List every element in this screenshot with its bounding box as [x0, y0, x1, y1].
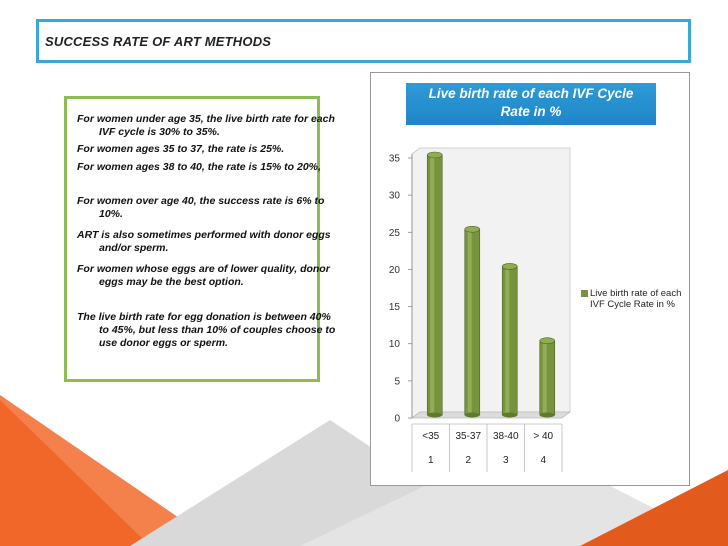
- x-index-label: 2: [465, 455, 472, 466]
- x-index-label: 4: [540, 455, 547, 466]
- y-tick-label: 15: [388, 302, 400, 314]
- chart-title-line-2: Rate in %: [500, 104, 562, 119]
- y-tick-label: 20: [388, 264, 400, 276]
- bullets-box: [64, 96, 336, 382]
- bullet-item: The live birth rate for egg donation is between 40% to 45%, but less than 10% of couples choose to use donor eggs or sperm.: [77, 311, 336, 349]
- x-index-label: 3: [502, 455, 509, 466]
- bullet-item: ART is also sometimes performed with donor eggs and/or sperm.: [77, 229, 331, 254]
- x-tick-label: > 40: [533, 431, 554, 442]
- y-tick-label: 25: [388, 227, 400, 239]
- chart-title: [406, 85, 656, 121]
- title-bar: [36, 19, 691, 63]
- bullet-item: For women over age 40, the success rate is 6% to 10%.: [77, 195, 325, 220]
- chart-title-box: [406, 83, 656, 125]
- y-tick-label: 10: [388, 339, 400, 351]
- x-tick-label: 35-37: [455, 431, 482, 442]
- bullet-item: For women ages 38 to 40, the rate is 15% to 20%,: [77, 161, 321, 173]
- chart-frame: [370, 72, 690, 486]
- y-tick-label: 0: [394, 413, 400, 425]
- x-tick-label: <35: [422, 431, 440, 442]
- bullet-item: For women under age 35, the live birth rate for each IVF cycle is 30% to 35%.: [77, 113, 335, 138]
- x-index-label: 1: [427, 455, 434, 466]
- legend-label: Live birth rate of each IVF Cycle Rate in %: [590, 288, 682, 310]
- y-tick-label: 30: [388, 190, 400, 202]
- page-title: SUCCESS RATE OF ART METHODS: [45, 34, 272, 49]
- y-tick-label: 5: [394, 376, 400, 388]
- bullet-item: For women ages 35 to 37, the rate is 25%.: [77, 143, 285, 155]
- y-tick-label: 35: [388, 153, 400, 165]
- chart-title-line-1: Live birth rate of each IVF Cycle: [428, 86, 634, 101]
- bullet-item: For women whose eggs are of lower quality, donor eggs may be the best option.: [77, 263, 330, 288]
- legend-swatch: [581, 290, 588, 297]
- x-tick-label: 38-40: [492, 431, 519, 442]
